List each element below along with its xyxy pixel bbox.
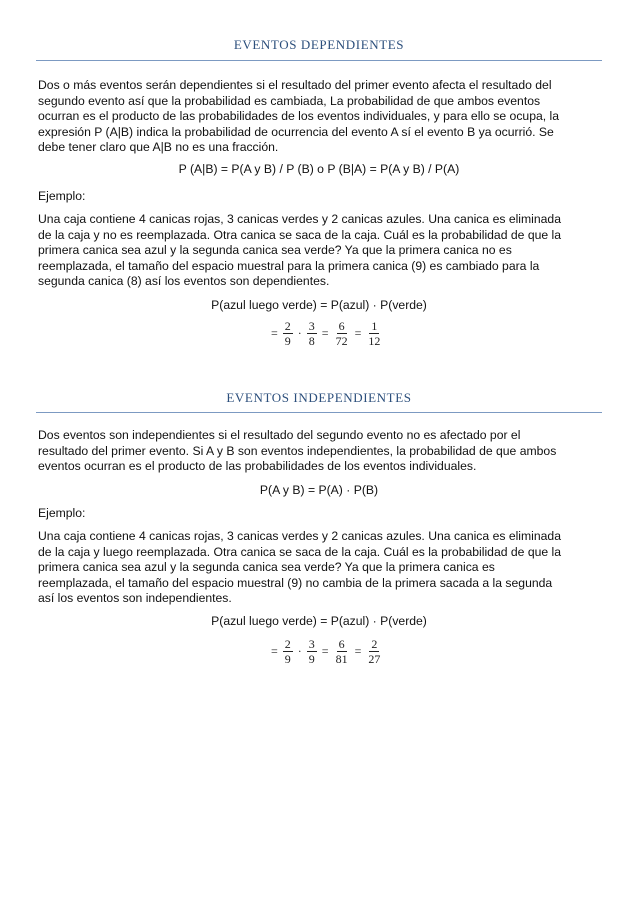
text-line: debe tener claro que A|B no es una fracción.	[38, 140, 279, 155]
equals-sign: =	[321, 644, 329, 658]
fraction-calculation	[268, 638, 384, 665]
text-line: expresión P (A|B) indica la probabilidad de ocurrencia del evento A sí el evento B ya ocurrió. Se	[38, 124, 554, 139]
text-line: primera canica sea azul y la segunda canica sea verde? Ya que la primera canica no es	[38, 243, 512, 258]
equals-sign: =	[354, 644, 362, 658]
text-line: resultado del primer evento. Si A y B son eventos independientes, la probabilidad de que ambos	[38, 443, 557, 458]
section-title-independientes: EVENTOS INDEPENDIENTES	[226, 390, 412, 405]
example-label: Ejemplo:	[38, 189, 86, 203]
example-paragraph-independientes	[38, 529, 600, 607]
text-line: Dos o más eventos serán dependientes si el resultado del primer evento afecta el resultado del	[38, 78, 552, 92]
fraction: $\frac{2}{9}$	[284, 637, 291, 666]
conditional-formula: P (A|B) = P(A y B) / P (B) o P (B|A) = P(A y B) / P(A)	[178, 162, 460, 176]
fraction: $\frac{6}{72}$	[335, 319, 348, 348]
fraction-calculation	[268, 320, 384, 347]
text-line: ocurran es el producto de las probabilidades de los eventos individuales, y para ello se ocupa, la	[38, 109, 560, 124]
independence-formula: P(A y B) = P(A) · P(B)	[259, 483, 379, 497]
fraction: $\frac{1}{12}$	[368, 319, 381, 348]
fraction: $\frac{2}{27}$	[368, 637, 381, 666]
text-line: segundo evento así que la probabilidad es cambiada, La probabilidad de que ambos eventos	[38, 93, 541, 108]
text-line: eventos ocurran es el producto de las probabilidades de los eventos individuales.	[38, 459, 477, 474]
text-line: reemplazada, el tamaño del espacio muestral (9) no cambia de la primera sacada a la segunda	[38, 575, 553, 590]
text-line: Dos eventos son independientes si el resultado del segundo evento no es afectado por el	[38, 428, 521, 442]
text-line: Una caja contiene 4 canicas rojas, 3 canicas verdes y 2 canicas azules. Una canica es eliminada	[38, 212, 561, 226]
example-label: Ejemplo:	[38, 506, 86, 520]
fraction: $\frac{3}{8}$	[308, 319, 315, 348]
dot-operator: ·	[297, 644, 302, 658]
text-line: primera canica sea azul y la segunda canica sea verde? Ya que la primera canica es	[38, 560, 495, 575]
dot-operator: ·	[297, 326, 302, 340]
probability-formula: P(azul luego verde) = P(azul) · P(verde)	[211, 298, 427, 312]
text-line: reemplazada, el tamaño del espacio muestral para la primera canica (9) es cambiado para la	[38, 258, 540, 273]
fraction: $\frac{2}{9}$	[284, 319, 291, 348]
equals-sign: =	[271, 644, 278, 658]
equals-sign: =	[354, 326, 362, 340]
fraction: $\frac{3}{9}$	[308, 637, 315, 666]
heading-rule	[36, 60, 602, 61]
equals-sign: =	[271, 326, 278, 340]
text-line: de la caja y luego reemplazada. Otra canica se saca de la caja. Cuál es la probabilidad de que la	[38, 544, 562, 559]
fraction: $\frac{6}{81}$	[335, 637, 348, 666]
intro-paragraph-dependientes	[38, 78, 600, 156]
section-title-dependientes: EVENTOS DEPENDIENTES	[233, 37, 405, 52]
equals-sign: =	[321, 326, 329, 340]
example-paragraph-dependientes	[38, 212, 600, 290]
text-line: de la caja y no es reemplazada. Otra canica se saca de la caja. Cuál es la probabilidad de que la	[38, 227, 562, 242]
text-line: Una caja contiene 4 canicas rojas, 3 canicas verdes y 2 canicas azules. Una canica es eliminada	[38, 529, 561, 543]
text-line: segunda canica (8) así los eventos son dependientes.	[38, 274, 330, 289]
heading-rule	[36, 412, 602, 413]
probability-formula: P(azul luego verde) = P(azul) · P(verde)	[211, 614, 427, 628]
intro-paragraph-independientes	[38, 428, 600, 475]
text-line: así los eventos son independientes.	[38, 591, 232, 606]
